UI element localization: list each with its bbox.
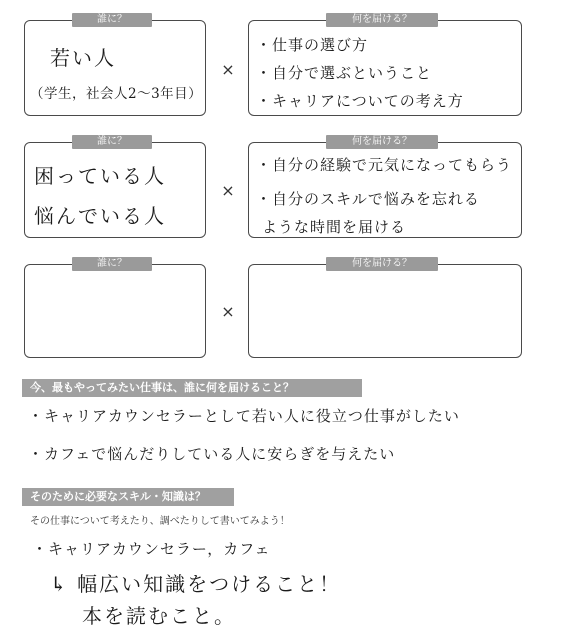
who-text-2-2: 悩んでいる人 xyxy=(34,204,166,228)
what-text-2-3: ような時間を届ける xyxy=(262,218,407,236)
what-tag-3: 何を届ける？ xyxy=(326,257,438,271)
what-text-2-1: ・自分の経験で元気になってもらう xyxy=(256,156,513,174)
what-tag-2: 何を届ける？ xyxy=(326,135,438,149)
section2-line-2: ↳ 幅広い知識をつけること！ xyxy=(50,572,342,596)
who-tag-1: 誰に？ xyxy=(72,13,152,27)
section1-line-1: ・キャリアカウンセラーとして若い人に役立つ仕事がしたい xyxy=(28,407,460,425)
section2-hint: その仕事について考えたり、調べたりして書いてみよう！ xyxy=(30,516,290,527)
cross-mark-3: × xyxy=(221,302,235,321)
what-tag-1: 何を届ける？ xyxy=(326,13,438,27)
who-tag-3: 誰に？ xyxy=(72,257,152,271)
section1-banner: 今、最もやってみたい仕事は、誰に何を届けること？ xyxy=(22,379,362,397)
section1-line-2: ・カフェで悩んだりしている人に安らぎを与えたい xyxy=(28,445,396,463)
who-text-1-1: 若い人 xyxy=(50,46,116,70)
section2-line-1: ・キャリアカウンセラー，カフェ xyxy=(32,540,271,558)
section2-line-3: 本を読むこと。 xyxy=(82,604,236,628)
cross-mark-1: × xyxy=(221,60,235,79)
cross-mark-2: × xyxy=(221,181,235,200)
section2-banner: そのために必要なスキル・知識は？ xyxy=(22,488,234,506)
what-box-3 xyxy=(248,264,522,358)
who-box-3 xyxy=(24,264,206,358)
who-text-2-1: 困っている人 xyxy=(34,164,166,188)
what-text-1-1: ・仕事の選び方 xyxy=(256,36,369,54)
who-tag-2: 誰に？ xyxy=(72,135,152,149)
what-text-1-3: ・キャリアについての考え方 xyxy=(256,92,464,110)
who-text-1-2: （学生，社会人2～3年目） xyxy=(30,86,203,102)
what-text-1-2: ・自分で選ぶということ xyxy=(256,64,433,82)
what-text-2-2: ・自分のスキルで悩みを忘れる xyxy=(256,190,480,208)
